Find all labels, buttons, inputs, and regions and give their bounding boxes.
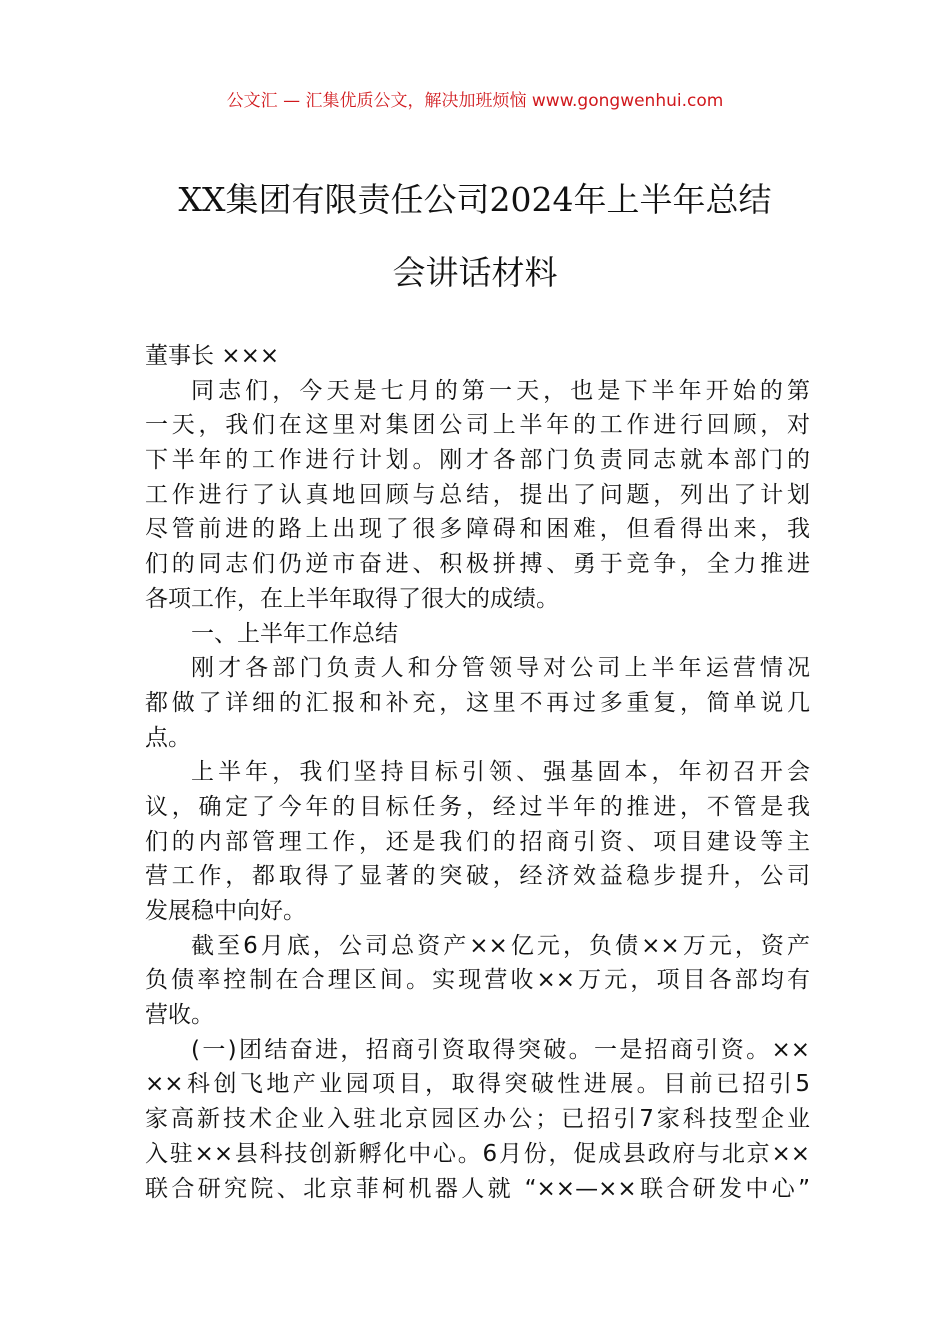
document-title-line-2: 会讲话材料 — [392, 253, 558, 292]
body-line: 下半年的工作进行计划。刚才各部门负责同志就本部门的 — [145, 447, 810, 474]
body-line: 家高新技术企业入驻北京园区办公；已招引7家科技型企业 — [145, 1106, 810, 1133]
body-line: (一)团结奋进，招商引资取得突破。一是招商引资。×× — [191, 1036, 810, 1063]
body-line: 联合研究院、北京菲柯机器人就 “××—××联合研发中心” — [145, 1175, 810, 1202]
speaker-line: 董事长 ××× — [145, 343, 280, 369]
body-line: 各项工作，在上半年取得了很大的成绩。 — [145, 585, 559, 612]
body-line: 发展稳中向好。 — [145, 898, 306, 924]
body-line: 刚才各部门负责人和分管领导对公司上半年运营情况 — [191, 655, 810, 682]
body-line: 营收。 — [145, 1002, 214, 1029]
body-line: 们的内部管理工作，还是我们的招商引资、项目建设等主 — [145, 828, 810, 855]
body-line: 们的同志们仍逆市奋进、积极拼搏、勇于竞争，全力推进 — [145, 551, 810, 578]
body-line: 上半年，我们坚持目标引领、强基固本，年初召开会 — [191, 759, 810, 786]
watermark-header: 公文汇 — 汇集优质公文，解决加班烦恼 www.gongwenhui.com — [226, 91, 724, 111]
document-body — [145, 339, 810, 1206]
body-line: 截至6月底，公司总资产××亿元，负债××万元，资产 — [191, 932, 810, 959]
body-line: 同志们，今天是七月的第一天，也是下半年开始的第 — [191, 377, 810, 404]
body-line: 入驻××县科技创新孵化中心。6月份，促成县政府与北京×× — [145, 1140, 810, 1167]
body-line: 营工作，都取得了显著的突破，经济效益稳步提升，公司 — [145, 863, 810, 890]
body-line: 都做了详细的汇报和补充，这里不再过多重复，简单说几 — [145, 689, 810, 716]
body-line: 负债率控制在合理区间。实现营收××万元，项目各部均有 — [145, 967, 810, 994]
body-line: 点。 — [145, 724, 191, 751]
section-heading: 一、上半年工作总结 — [191, 620, 398, 647]
document-title-line-1: XX集团有限责任公司2024年上半年总结 — [178, 180, 772, 219]
body-line: 工作进行了认真地回顾与总结，提出了问题，列出了计划 — [145, 481, 810, 508]
body-line: ××科创飞地产业园项目，取得突破性进展。目前已招引5 — [145, 1071, 810, 1098]
body-line: 议，确定了今年的目标任务，经过半年的推进，不管是我 — [145, 793, 810, 820]
body-line: 尽管前进的路上出现了很多障碍和困难，但看得出来，我 — [145, 516, 810, 543]
body-line: 一天，我们在这里对集团公司上半年的工作进行回顾，对 — [145, 412, 810, 439]
